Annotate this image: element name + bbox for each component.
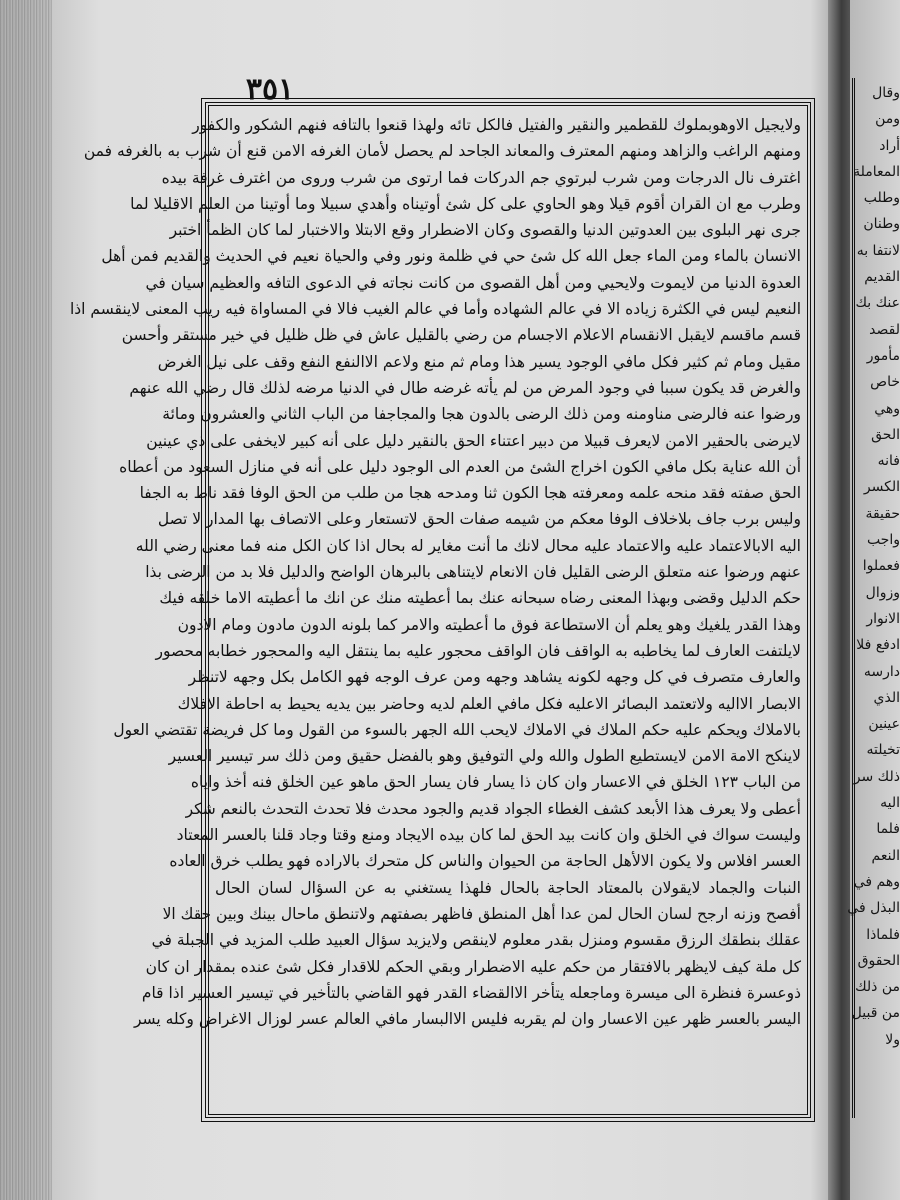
- facing-page-line: وهم في: [853, 873, 900, 890]
- text-line: وليست سواك في الخلق وان كانت بيد الحق لما كان بيده الايجاد ومنع وقتا وجاد قلنا بالعسر المعتاد: [176, 826, 801, 845]
- text-line: اليسر بالعسر ظهر عين الاعسار وان لم يقربه فليس الاالبسار مافي العالم عسر لوزال الاغراض وكله يسر: [133, 1010, 801, 1029]
- text-line: أفصح وزنه ارجح لسان الحال لمن عدا أهل المنطق فاظهر بصفتهم ولاتنطق ماحال بينك وبين حقك الا: [162, 904, 801, 923]
- text-line: جرى نهر البلوى بين العدوتين الدنيا والقصوى وكان الاضطرار وقع الابتلا والاختبار لما كان الظمأ اختبر: [169, 221, 801, 240]
- facing-page-line: عينين: [868, 716, 900, 733]
- text-line: أعطى ولا يعرف هذا الأبعد كشف الغطاء الجواد قديم والجود محدث فلا تحدث التحدث بالنعم شكر: [185, 799, 801, 818]
- text-line: حكم الدليل وقضى وبهذا المعنى رضاه سبحانه عنك بما أعطيته منك عن انك ما أعطيته الاما خلقه فيك: [159, 589, 801, 608]
- facing-page-line: البذل في: [847, 900, 900, 917]
- facing-page-line: القديم: [864, 269, 900, 286]
- text-line: وهذا القدر يلغيك وهو يعلم أن الاستطاعة فوق ما أعطيته والامر كما بلونه الدون مادون ومام الادون: [177, 615, 801, 634]
- facing-page-line: مأمور: [866, 347, 900, 364]
- book-page-edges: [0, 0, 52, 1200]
- text-line: ومنهم الراغب والزاهد ومنهم المعترف والمعاند الجاحد لم يحصل لأمان الغرفه الامن قنع أن شرب به بالغرفه فمن: [83, 142, 801, 161]
- text-line: والغرض قد يكون سببا في وجود المرض من لم يأته غرضه طال في الدنيا مرضه لذلك قال رضي الله عنهم: [129, 378, 801, 397]
- page-text-body: [69, 112, 801, 1112]
- facing-page-line: ولا: [885, 1031, 900, 1048]
- text-line: كل ملة كيف لايظهر بالافتقار من حكم عليه الاضطرار وبقي الحكم للاقدار فكل شئ عنده بمقدار ان كان: [145, 957, 801, 976]
- facing-page-line: من قبيل: [851, 1005, 900, 1022]
- facing-page-line: الحقوق: [857, 952, 900, 969]
- text-line: ولايجيل الاوهوبملوك للقطمير والنقير والفتيل فالكل تائه ولهذا قنعوا بالتافه فنهم الشكور والكفور: [192, 116, 801, 134]
- facing-page-line: لانتفا به: [856, 242, 900, 259]
- text-line: عنهم ورضوا عنه متعلق الرضى القليل فان الانعام لايتناهى بالبرهان الواضح والدليل فلا بد من الرضى بذا: [145, 563, 801, 582]
- facing-page-line: وهي: [874, 400, 900, 417]
- text-line: الحق صفته فقد منحه علمه ومعرفته هجا الكون ثنا ومدحه هجا من طلب من الحق الوفا فقد ناط به الجفا: [139, 484, 801, 503]
- text-line: وليس برب جاف بلاخلاف الوفا معكم من شيمه صفات الحق لاتستعار وعلى الاتصاف بها المدار لا تصل: [157, 510, 801, 529]
- facing-page-line: وطلب: [863, 190, 900, 207]
- facing-page-line: خاص: [870, 374, 900, 391]
- text-line: والعارف متصرف في كل وجهه لكونه يشاهد وجهه ومن عرف الوجه فهو الكامل بكل وجهه لاتنظر: [188, 668, 801, 687]
- facing-page-line: ذلك سر: [853, 768, 900, 785]
- facing-page-line: النعم: [871, 847, 900, 864]
- facing-page-line: الكسر: [863, 479, 900, 496]
- text-line: النبات والجماد لايقولان بالمعتاد الحاجة بالحال فلهذا يستغني به عن السؤال لسان الحال: [215, 878, 801, 897]
- facing-page-line: اليه: [880, 795, 900, 812]
- text-line: لاينكح الامة الامن لايستطيع الطول والله ولي التوفيق وهو بالفضل حقيق ومن ذلك سر تيسير العسير: [168, 747, 801, 766]
- facing-page-line: الحق: [871, 426, 900, 443]
- text-line: العسر افلاس ولا يكون الالأهل الحاجة من الحيوان والناس كل متحرك بالاراده فهو يطلب خرق العاده: [169, 852, 801, 871]
- facing-page-line: لقصد: [869, 321, 900, 338]
- text-line: ذوعسرة فنظرة الى ميسرة وماجعله يتأخر الاالقضاء القدر فهو القاضي بالتأخير في تيسير العسير اذا قام: [141, 983, 801, 1002]
- facing-page-line: وقال: [872, 85, 900, 101]
- text-line: وطرب مع ان القران أقوم قيلا وهو الحاوي على كل شئ أوتيناه وأهدي سبيلا وما أوتينا من العلم الاقليلا لما: [130, 194, 801, 213]
- text-line: ورضوا عنه فالرضى مناومنه ومن ذلك الرضى بالدون هجا والمجاجفا من الباب الثاني والعشرون ومائة: [162, 405, 801, 424]
- facing-page-line: دارسه: [863, 663, 900, 680]
- facing-page-line: الذي: [873, 689, 900, 706]
- text-line: قسم ماقسم لايقبل الانقسام الاعلام الاجسام من رضي بالقليل عاش في ظل ظليل في خير مستقر وأحسن: [121, 326, 801, 345]
- facing-page-text: [847, 80, 900, 1053]
- facing-page-line: وطنان: [863, 216, 900, 233]
- facing-page-line: فعملوا: [862, 558, 900, 575]
- facing-page-line: فلماذا: [866, 926, 900, 943]
- text-line: لايلتفت العارف لما يخاطبه به الواقف فان الواقف محجور عليه بما ينتقل اليه والمحجور خطابه محصور: [155, 641, 801, 660]
- facing-page-line: ادفع فلا: [856, 637, 900, 654]
- facing-page-line: عنك بك: [855, 295, 900, 312]
- facing-page-line: أراد: [879, 137, 900, 154]
- facing-page-line: الانوار: [866, 610, 900, 627]
- text-line: اغترف نال الدرجات ومن شرب لبرتوي جم الدركات فما ارتوى من شرب وروى من اغترف غرفة بيده: [161, 168, 801, 187]
- text-line: من الباب ١٢٣ الخلق في الاعسار وان كان ذا يسار فان يسار الحق ماهو عين الخلق فنه أخذ واياه: [190, 773, 801, 792]
- facing-page-line: ومن: [875, 111, 900, 128]
- facing-page-line: وزوال: [865, 584, 900, 601]
- facing-page-line: المعاملة: [853, 163, 900, 180]
- facing-page-line: من ذلك: [855, 979, 900, 996]
- text-line: لايرضى بالحقير الامن لايعرف قبيلا من دبير اعتناء الحق بالنقير دليل على أنه كبير لايخفى على ذي عينين: [146, 431, 801, 450]
- text-line: الابصار الااليه ولاتعتمد البصائر الاعليه فكل مافي العلم لديه وحاضر بين يديه يحيط به احاطة الافلاك: [177, 694, 801, 713]
- page-number: ٣٥١: [245, 72, 295, 107]
- facing-page-line: حقيقة: [865, 505, 900, 522]
- text-line: أن الله عناية بكل مافي الكون اخراج الشئ من العدم الى الوجود دليل على أنه في منازل السعود من أعطاه: [119, 457, 801, 476]
- text-line: اليه الابالاعتماد عليه والاعتماد عليه محال لانك ما أنت مغاير له بحال اذا كان الكل منه فما معنى رضي الله: [135, 536, 801, 555]
- text-line: النعيم ليس في الكثرة زياده الا في عالم الشهاده وأما في عالم الغيب فالا في المساواة فيه ريب المعنى لاينقسم اذا: [69, 300, 801, 319]
- facing-page-frame: [852, 78, 859, 1118]
- facing-page-line: واجب: [866, 532, 900, 549]
- text-line: عقلك بنطقك الرزق مقسوم ومنزل بقدر معلوم لاينقص ولايزيد سؤال العبيد طلب المزيد في الجبلة في: [151, 931, 801, 950]
- facing-page-line: تخيلته: [866, 742, 900, 759]
- text-line: الانسان بالماء ومن الماء جعل الله كل شئ حي في ظلمة ونور وفي والحياة نعيم في الحديث والقديم فمن أهل: [101, 247, 801, 266]
- text-line: مقيل ومام ثم كثير فكل مافي الوجود يسير هذا ومام ثم منع ولاعم الاالنفع النفع وقف على نيل الغرض: [157, 352, 801, 371]
- text-line: العدوة الدنيا من لايموت ولايحيي ومن أهل القصوى من كانت نجاته في الدعوى التافه والعظيم سيان في: [145, 273, 801, 292]
- facing-page-line: فلما: [876, 821, 900, 838]
- facing-page-line: فانه: [877, 453, 900, 470]
- text-line: بالاملاك ويحكم عليه حكم الملاك في الاملاك لايحب الله الجهر بالسوء من القول وما كل فريضة تقتضي العول: [113, 720, 801, 739]
